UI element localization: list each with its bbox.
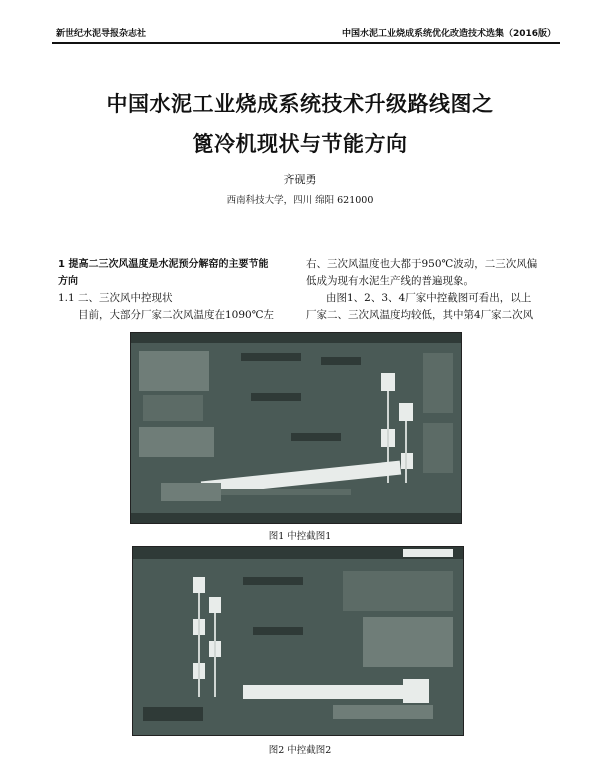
right-line-4: 厂家二、三次风温度均较低，其中第4厂家二次风 [306,309,534,321]
figure-1-control-screenshot [130,332,462,524]
left-paragraph: 目前，大部分厂家二次风温度在1090℃左 [78,309,274,321]
left-column [58,256,294,324]
section-heading: 1 提高二三次风温度是水泥预分解窑的主要节能 [58,259,269,270]
figure-2-image [133,547,463,735]
figure-2-caption: 图2 中控截图2 [268,745,332,756]
article-title-line1: 中国水泥工业烧成系统技术升级路线图之 [106,92,494,116]
section-heading-cont: 方向 [58,276,78,287]
collection-title: 中国水泥工业烧成系统优化改造技术选集（2016版） [341,29,556,39]
header-rule [52,42,560,44]
right-line-1: 右、三次风温度也大都于950℃波动，二三次风偏 [306,258,538,270]
subsection-heading: 1.1 二、三次风中控现状 [58,292,173,304]
figure-2-control-screenshot [132,546,464,736]
right-line-2: 低成为现有水泥生产线的普遍现象。 [306,275,474,287]
figure-1-caption: 图1 中控截图1 [268,531,332,542]
author: 齐砚勇 [283,173,317,186]
right-column [306,256,556,324]
journal-name: 新世纪水泥导报杂志社 [56,29,147,39]
article-title-line2: 篦冷机现状与节能方向 [192,132,408,156]
figure-1-image [131,333,461,523]
affiliation: 西南科技大学，四川 绵阳 621000 [226,195,374,206]
right-line-3: 由图1、2、3、4厂家中控截图可看出，以上 [326,292,532,304]
